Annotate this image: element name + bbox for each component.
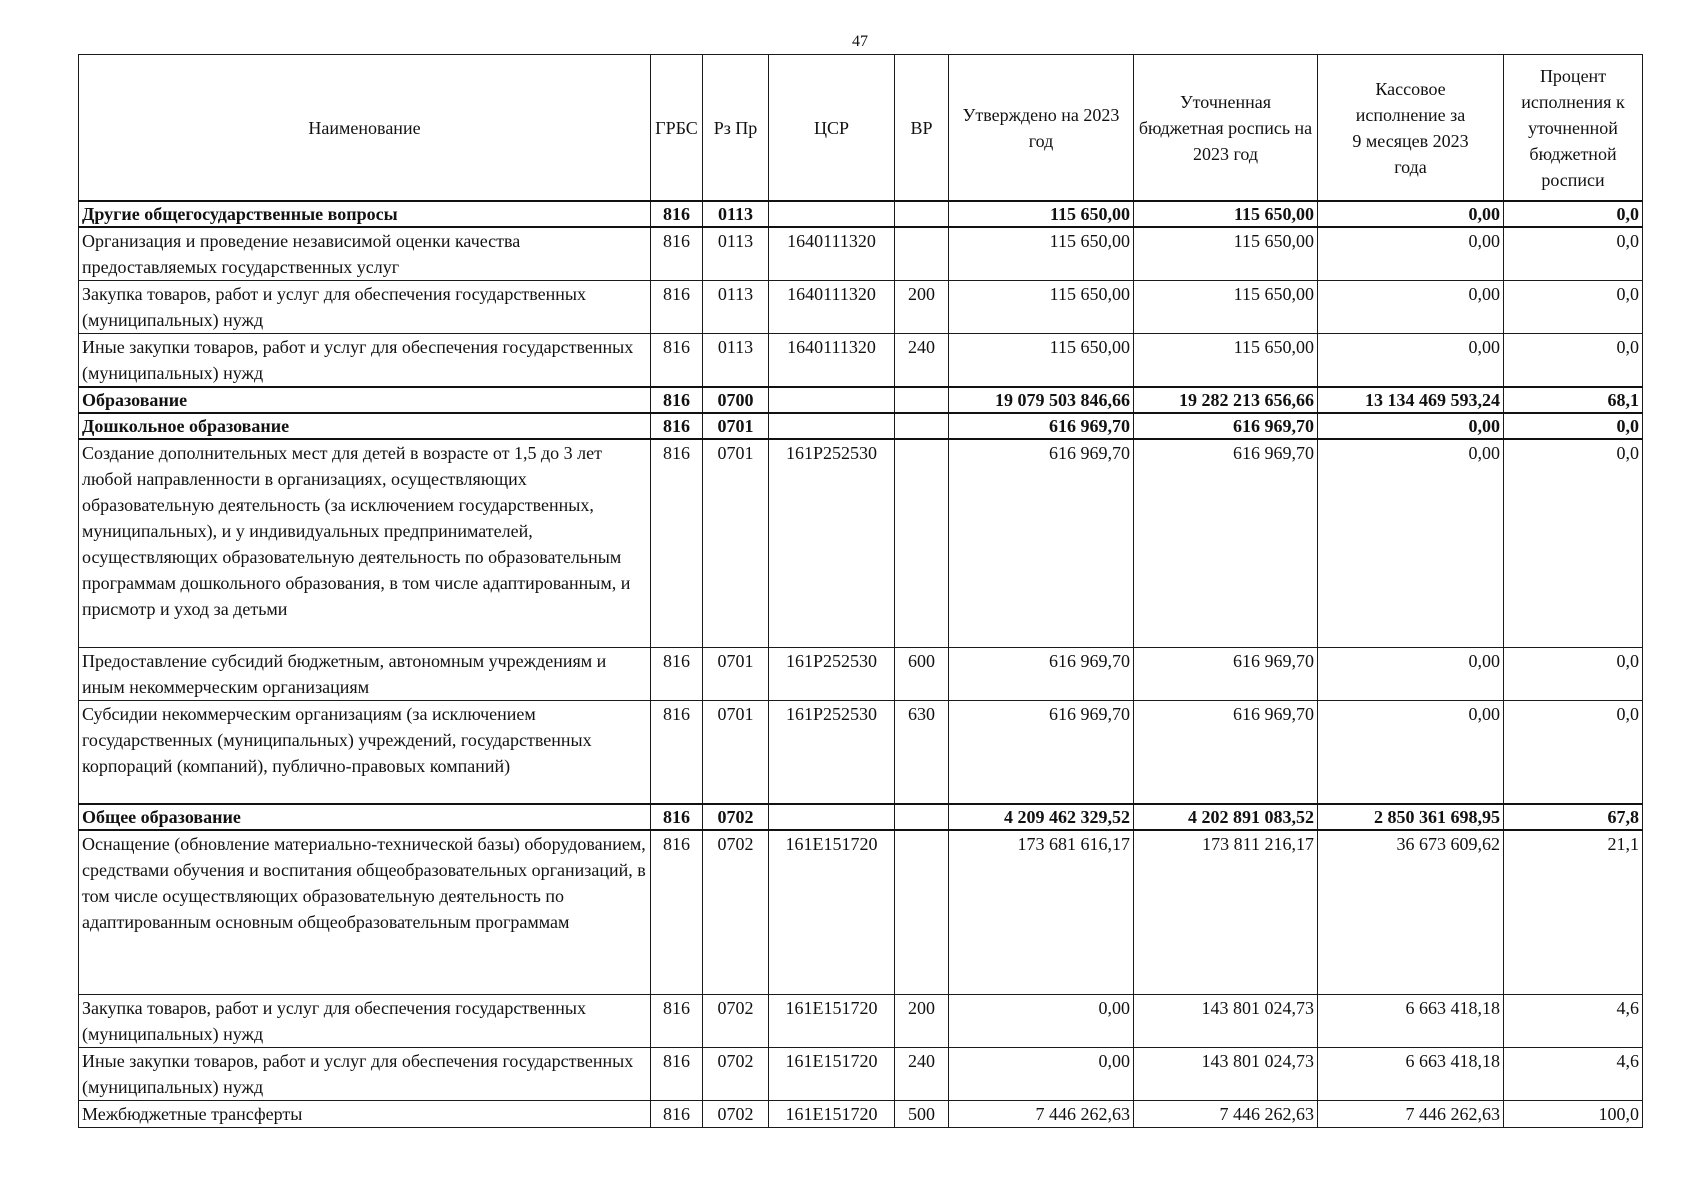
column-header-approved: Утверждено на 2023 год — [949, 55, 1134, 202]
cell-approved: 616 969,70 — [949, 700, 1134, 804]
cell-cash: 6 663 418,18 — [1318, 994, 1504, 1047]
table-row — [79, 994, 1643, 1047]
cell-cash: 0,00 — [1318, 227, 1504, 281]
cell-csr: 161Р252530 — [769, 439, 895, 647]
cell-vr: 240 — [895, 334, 949, 388]
cell-refined: 4 202 891 083,52 — [1134, 804, 1318, 830]
cell-name: Иные закупки товаров, работ и услуг для обеспечения государственных (муниципальных) нужд — [79, 334, 651, 388]
cell-approved: 616 969,70 — [949, 439, 1134, 647]
table-body — [79, 201, 1643, 1127]
column-header-refined: Уточненная бюджетная роспись на 2023 год — [1134, 55, 1318, 202]
cell-csr — [769, 413, 895, 439]
cell-rzpr: 0701 — [703, 413, 769, 439]
cell-refined: 616 969,70 — [1134, 700, 1318, 804]
cell-refined: 115 650,00 — [1134, 334, 1318, 388]
cell-vr — [895, 227, 949, 281]
cell-rzpr: 0113 — [703, 227, 769, 281]
cell-grbs: 816 — [651, 387, 703, 413]
column-header-grbs: ГРБС — [651, 55, 703, 202]
cell-approved: 0,00 — [949, 1047, 1134, 1100]
budget-table — [78, 54, 1643, 1128]
cell-name: Закупка товаров, работ и услуг для обеспечения государственных (муниципальных) нужд — [79, 994, 651, 1047]
cell-approved: 115 650,00 — [949, 201, 1134, 227]
cell-grbs: 816 — [651, 201, 703, 227]
table-row — [79, 439, 1643, 647]
cell-vr: 200 — [895, 994, 949, 1047]
cell-cash: 0,00 — [1318, 281, 1504, 334]
cell-cash: 0,00 — [1318, 439, 1504, 647]
table-row — [79, 387, 1643, 413]
column-header-cash: Кассовое исполнение за 9 месяцев 2023 года — [1318, 55, 1504, 202]
cell-refined: 143 801 024,73 — [1134, 1047, 1318, 1100]
cell-percent: 100,0 — [1504, 1100, 1643, 1127]
table-row — [79, 1100, 1643, 1127]
cell-name: Предоставление субсидий бюджетным, автономным учреждениям и иным некоммерческим организациям — [79, 647, 651, 700]
cell-cash: 0,00 — [1318, 334, 1504, 388]
cell-grbs: 816 — [651, 1047, 703, 1100]
cell-percent: 4,6 — [1504, 1047, 1643, 1100]
cell-approved: 4 209 462 329,52 — [949, 804, 1134, 830]
header-row — [79, 55, 1643, 202]
cell-percent: 0,0 — [1504, 700, 1643, 804]
cell-csr: 1640111320 — [769, 334, 895, 388]
cell-grbs: 816 — [651, 1100, 703, 1127]
cell-approved: 19 079 503 846,66 — [949, 387, 1134, 413]
cell-cash: 0,00 — [1318, 700, 1504, 804]
table-row — [79, 334, 1643, 388]
cell-rzpr: 0701 — [703, 439, 769, 647]
cell-rzpr: 0702 — [703, 1100, 769, 1127]
cell-csr — [769, 387, 895, 413]
cell-approved: 115 650,00 — [949, 334, 1134, 388]
cell-rzpr: 0701 — [703, 700, 769, 804]
cell-csr — [769, 804, 895, 830]
cell-percent: 0,0 — [1504, 201, 1643, 227]
cell-cash: 0,00 — [1318, 413, 1504, 439]
column-header-csr: ЦСР — [769, 55, 895, 202]
cell-percent: 0,0 — [1504, 227, 1643, 281]
cell-grbs: 816 — [651, 281, 703, 334]
cell-percent: 0,0 — [1504, 281, 1643, 334]
cell-cash: 6 663 418,18 — [1318, 1047, 1504, 1100]
cell-name: Закупка товаров, работ и услуг для обеспечения государственных (муниципальных) нужд — [79, 281, 651, 334]
page-number: 47 — [852, 33, 868, 50]
cell-refined: 143 801 024,73 — [1134, 994, 1318, 1047]
cell-csr: 1640111320 — [769, 281, 895, 334]
cell-name: Оснащение (обновление материально-технической базы) оборудованием, средствами обучения и воспитания общеобразовательных организаций, в том числе осуществляющих образовательную деятельность по адаптированным основным общеобразовательным программам — [79, 830, 651, 994]
cell-grbs: 816 — [651, 413, 703, 439]
cell-refined: 616 969,70 — [1134, 439, 1318, 647]
table-row — [79, 830, 1643, 994]
cell-rzpr: 0700 — [703, 387, 769, 413]
cell-vr: 200 — [895, 281, 949, 334]
cell-vr — [895, 830, 949, 994]
cell-percent: 67,8 — [1504, 804, 1643, 830]
cell-csr: 161Р252530 — [769, 647, 895, 700]
cell-percent: 4,6 — [1504, 994, 1643, 1047]
cell-percent: 21,1 — [1504, 830, 1643, 994]
cell-grbs: 816 — [651, 334, 703, 388]
cell-refined: 115 650,00 — [1134, 201, 1318, 227]
cell-approved: 115 650,00 — [949, 227, 1134, 281]
column-header-vr: ВР — [895, 55, 949, 202]
cell-refined: 115 650,00 — [1134, 227, 1318, 281]
cell-csr: 161Е151720 — [769, 1100, 895, 1127]
cell-vr: 240 — [895, 1047, 949, 1100]
cell-vr: 630 — [895, 700, 949, 804]
cell-grbs: 816 — [651, 830, 703, 994]
cell-rzpr: 0702 — [703, 830, 769, 994]
cell-refined: 616 969,70 — [1134, 647, 1318, 700]
cell-csr — [769, 201, 895, 227]
cell-name: Образование — [79, 387, 651, 413]
cell-csr: 161Е151720 — [769, 830, 895, 994]
cell-rzpr: 0702 — [703, 994, 769, 1047]
cell-vr — [895, 439, 949, 647]
cell-approved: 173 681 616,17 — [949, 830, 1134, 994]
cell-grbs: 816 — [651, 227, 703, 281]
cell-grbs: 816 — [651, 804, 703, 830]
cell-percent: 68,1 — [1504, 387, 1643, 413]
cell-approved: 616 969,70 — [949, 413, 1134, 439]
cell-cash: 0,00 — [1318, 647, 1504, 700]
column-header-rzpr: Рз Пр — [703, 55, 769, 202]
cell-vr — [895, 413, 949, 439]
cell-vr — [895, 201, 949, 227]
cell-name: Дошкольное образование — [79, 413, 651, 439]
cell-percent: 0,0 — [1504, 439, 1643, 647]
cell-name: Иные закупки товаров, работ и услуг для обеспечения государственных (муниципальных) нужд — [79, 1047, 651, 1100]
cell-grbs: 816 — [651, 700, 703, 804]
cell-rzpr: 0702 — [703, 1047, 769, 1100]
cell-grbs: 816 — [651, 994, 703, 1047]
table-row — [79, 281, 1643, 334]
cell-cash: 7 446 262,63 — [1318, 1100, 1504, 1127]
cell-csr: 161Р252530 — [769, 700, 895, 804]
cell-csr: 161Е151720 — [769, 1047, 895, 1100]
cell-vr: 600 — [895, 647, 949, 700]
cell-csr: 161Е151720 — [769, 994, 895, 1047]
cell-refined: 7 446 262,63 — [1134, 1100, 1318, 1127]
cell-vr: 500 — [895, 1100, 949, 1127]
cell-percent: 0,0 — [1504, 334, 1643, 388]
cell-rzpr: 0702 — [703, 804, 769, 830]
cell-name: Межбюджетные трансферты — [79, 1100, 651, 1127]
cell-name: Субсидии некоммерческим организациям (за исключением государственных (муниципальных) учреждений, государственных корпораций (компаний), публично-правовых компаний) — [79, 700, 651, 804]
column-header-name: Наименование — [79, 55, 651, 202]
cell-approved: 7 446 262,63 — [949, 1100, 1134, 1127]
cell-grbs: 816 — [651, 439, 703, 647]
cell-name: Организация и проведение независимой оценки качества предоставляемых государственных услуг — [79, 227, 651, 281]
table-row — [79, 227, 1643, 281]
cell-vr — [895, 387, 949, 413]
cell-percent: 0,0 — [1504, 413, 1643, 439]
cell-cash: 36 673 609,62 — [1318, 830, 1504, 994]
cell-grbs: 816 — [651, 647, 703, 700]
cell-vr — [895, 804, 949, 830]
cell-cash: 13 134 469 593,24 — [1318, 387, 1504, 413]
table-row — [79, 201, 1643, 227]
cell-refined: 115 650,00 — [1134, 281, 1318, 334]
cell-rzpr: 0113 — [703, 201, 769, 227]
cell-approved: 616 969,70 — [949, 647, 1134, 700]
cell-name: Общее образование — [79, 804, 651, 830]
cell-approved: 115 650,00 — [949, 281, 1134, 334]
cell-approved: 0,00 — [949, 994, 1134, 1047]
table-row — [79, 413, 1643, 439]
cell-name: Создание дополнительных мест для детей в возрасте от 1,5 до 3 лет любой направленности в организациях, осуществляющих образовательную деятельность (за исключением государственных, муниципальных), и у индивидуальных предпринимателей, осуществляющих образовательную деятельность по образовательным программам дошкольного образования, в том числе адаптированным, и присмотр и уход за детьми — [79, 439, 651, 647]
cell-name: Другие общегосударственные вопросы — [79, 201, 651, 227]
cell-cash: 0,00 — [1318, 201, 1504, 227]
cell-rzpr: 0701 — [703, 647, 769, 700]
cell-rzpr: 0113 — [703, 281, 769, 334]
cell-refined: 173 811 216,17 — [1134, 830, 1318, 994]
column-header-percent: Процент исполнения к уточненной бюджетной росписи — [1504, 55, 1643, 202]
table-row — [79, 647, 1643, 700]
cell-percent: 0,0 — [1504, 647, 1643, 700]
table-row — [79, 1047, 1643, 1100]
table-row — [79, 700, 1643, 804]
cell-csr: 1640111320 — [769, 227, 895, 281]
cell-refined: 616 969,70 — [1134, 413, 1318, 439]
cell-refined: 19 282 213 656,66 — [1134, 387, 1318, 413]
cell-cash: 2 850 361 698,95 — [1318, 804, 1504, 830]
table-row — [79, 804, 1643, 830]
cell-rzpr: 0113 — [703, 334, 769, 388]
